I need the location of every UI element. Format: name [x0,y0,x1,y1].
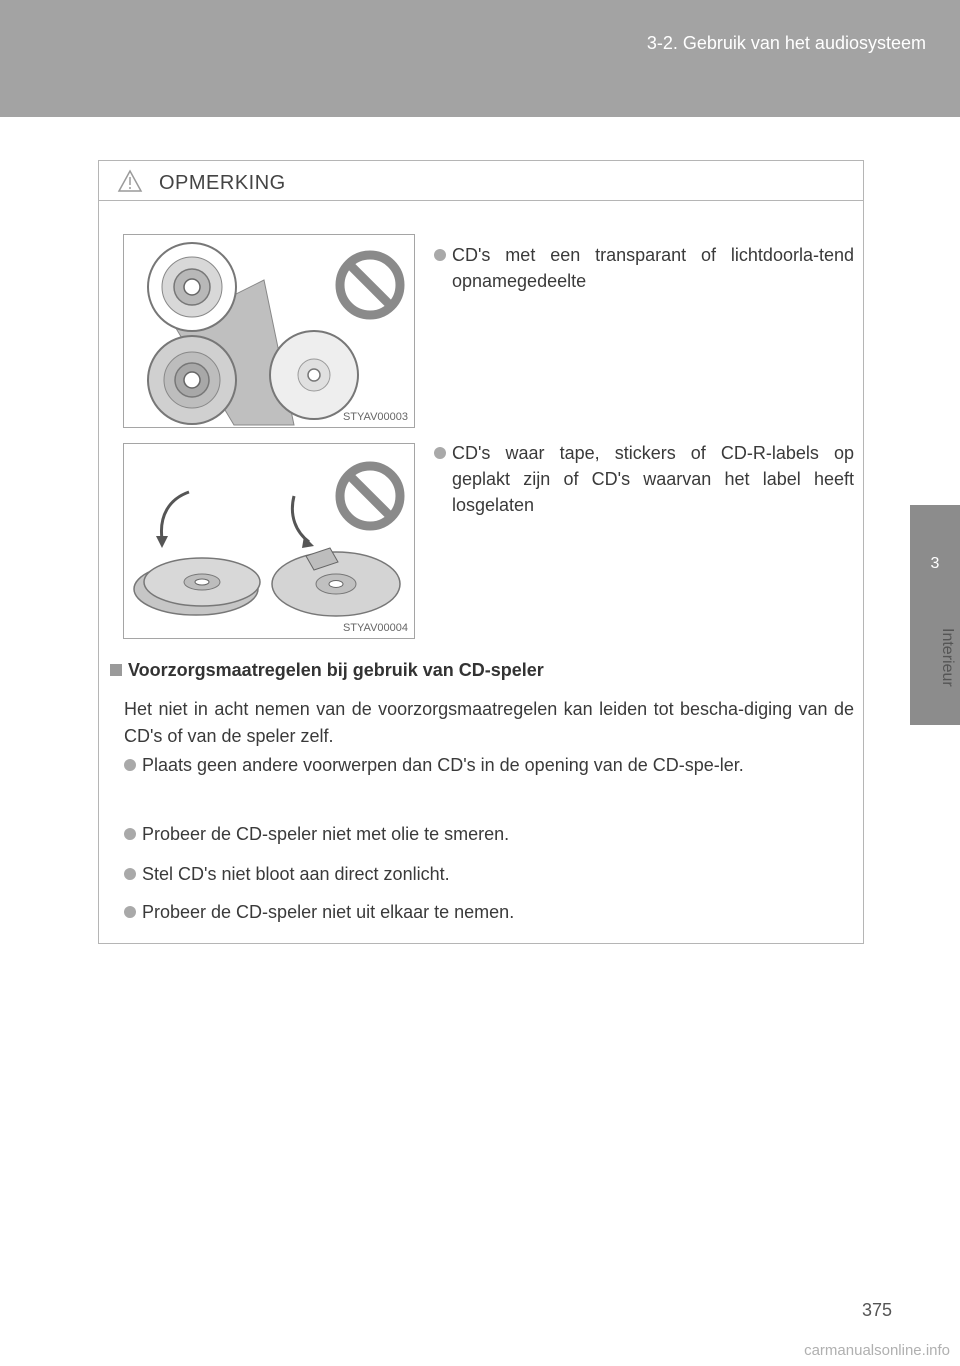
figure-transparent-cd [123,234,415,428]
bullet-icon [434,447,446,459]
square-bullet-icon [110,664,122,676]
prohibited-icon [340,255,400,315]
transparent-cd-illustration [124,235,415,428]
footer-watermark-url: carmanualsonline.info [804,1342,950,1359]
bullet-icon [124,828,136,840]
list-item: Probeer de CD-speler niet met olie te smeren. [124,821,854,847]
page-header [0,0,960,117]
figure-taped-cd [123,443,415,639]
page-number: 375 [861,1300,892,1320]
bullet-icon [124,906,136,918]
section-text: Het niet in acht nemen van de voorzorgsmaatregelen kan leiden tot bescha-diging van de CD's of van de speler zelf. [124,699,854,746]
figure-code: STYAV00004 [342,622,408,634]
figure-caption-1: CD's met een transparant of lichtdoorla-tend opnamegedeelte [434,242,854,294]
bullet-icon [124,868,136,880]
bullet-icon [434,249,446,261]
section-heading: Voorzorgsmaatregelen bij gebruik van CD-speler [110,660,544,681]
bullet-icon [124,759,136,771]
list-item: Stel CD's niet bloot aan direct zonlicht. [124,861,854,887]
chapter-title: 3-2. Gebruik van het audiosysteem [646,33,926,53]
list-item: Probeer de CD-speler niet uit elkaar te nemen. [124,899,854,925]
prohibited-icon [340,466,400,526]
warning-triangle-icon [117,169,143,193]
notice-header [99,161,863,201]
list-item: Plaats geen andere voorwerpen dan CD's in de opening van de CD-spe-ler. [124,752,854,778]
figure-caption-2: CD's waar tape, stickers of CD-R-labels op geplakt zijn of CD's waarvan het label heeft losgelaten [434,440,854,518]
taped-cd-illustration [124,444,415,639]
figure-code: STYAV00003 [342,411,408,423]
notice-title: OPMERKING [159,172,286,194]
chapter-tab-label: Interieur [939,628,956,687]
chapter-tab-number: 3 [930,555,940,572]
